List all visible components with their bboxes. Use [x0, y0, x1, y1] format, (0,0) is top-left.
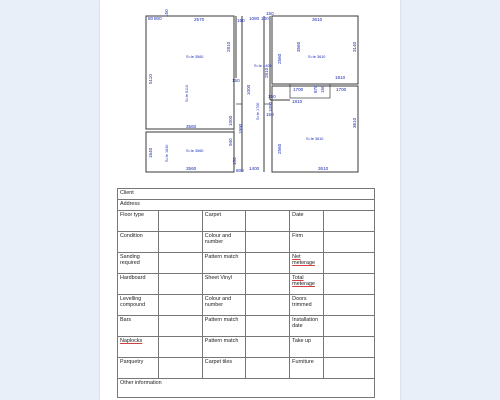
dim-label: 1400: [249, 166, 260, 171]
dim-label: 1000: [246, 84, 251, 95]
dim-label: 3610: [318, 166, 329, 171]
form-value-cell[interactable]: [323, 274, 374, 295]
form-label: Net meterage: [290, 253, 323, 274]
floor-plan-dimensions: [148, 9, 357, 173]
form-value-cell[interactable]: [159, 253, 203, 274]
form-row: [118, 337, 375, 358]
form-value-cell[interactable]: [246, 358, 290, 379]
form-label: Bars: [118, 316, 159, 337]
form-row: [118, 253, 375, 274]
dim-label: 3560: [186, 166, 197, 171]
client-label: Client: [120, 190, 134, 196]
form-label: Levelling compound: [118, 295, 159, 316]
form-row: [118, 211, 375, 232]
dim-label: 870: [313, 85, 318, 93]
form-value-cell[interactable]: [159, 295, 203, 316]
form-value-cell[interactable]: [323, 316, 374, 337]
other-information-label: Other information: [120, 380, 162, 386]
floor-plan-areas: [165, 55, 325, 162]
dim-label: 100: [261, 16, 269, 21]
form-value-cell[interactable]: [246, 232, 290, 253]
form-row: [118, 358, 375, 379]
form-label: Date: [290, 211, 323, 232]
form-value-cell[interactable]: [159, 274, 203, 295]
dim-label: 800: [236, 168, 244, 173]
form-value-cell[interactable]: [246, 211, 290, 232]
form-label: Carpet tiles: [202, 358, 246, 379]
room-area-label: S=Ie 1400: [254, 64, 272, 68]
form-label: Condition: [118, 232, 159, 253]
dim-label: 1090: [268, 101, 273, 112]
dim-label: 3560: [296, 41, 301, 52]
dim-label: 150: [266, 112, 274, 117]
form-value-cell[interactable]: [323, 211, 374, 232]
dim-label: 2810: [264, 67, 269, 78]
form-label: Take up: [290, 337, 323, 358]
dim-label: 150: [268, 94, 276, 99]
dim-label: 2570: [194, 17, 205, 22]
form-value-cell[interactable]: [159, 358, 203, 379]
dim-label: 1700: [293, 87, 304, 92]
form-label: Parquetry: [118, 358, 159, 379]
form-value-cell[interactable]: [246, 253, 290, 274]
dim-label: 3610: [352, 117, 357, 128]
form-label: Colour and number: [202, 232, 246, 253]
dim-label: 1990: [238, 123, 243, 134]
address-field[interactable]: [118, 200, 375, 211]
dim-label: 940: [228, 138, 233, 146]
dim-label: 150: [320, 85, 325, 93]
form-label: Doors trimmed: [290, 295, 323, 316]
dim-label: 2560: [277, 53, 282, 64]
form-value-cell[interactable]: [159, 337, 203, 358]
dim-label: 2560: [277, 143, 282, 154]
dim-label: 3140: [352, 41, 357, 52]
form-label: Pattern match: [202, 253, 246, 274]
dim-label: 2810: [226, 41, 231, 52]
dim-label: 5110: [148, 74, 153, 84]
client-field[interactable]: [118, 189, 375, 200]
dim-label: 1810: [335, 75, 346, 80]
form-value-cell[interactable]: [159, 316, 203, 337]
form-label: Carpet: [202, 211, 246, 232]
form-label: Naplocks: [118, 337, 159, 358]
form-label: Sheet Vinyl: [202, 274, 246, 295]
form-value-cell[interactable]: [323, 337, 374, 358]
form-row: [118, 295, 375, 316]
form-row: [118, 274, 375, 295]
room-area-label: S=Ie 3560: [186, 149, 204, 153]
dim-label: 1700: [336, 87, 347, 92]
dim-label: 150: [232, 157, 237, 165]
dim-label: 800: [154, 16, 162, 21]
dim-label: 1810: [292, 99, 303, 104]
form-value-cell[interactable]: [323, 253, 374, 274]
dim-label: 3560: [186, 124, 197, 129]
form-value-cell[interactable]: [246, 316, 290, 337]
room-area-label: S=Ie 3610: [308, 55, 326, 59]
room-area-label: S=Ie 3610: [306, 137, 324, 141]
floor-plan-walls: [146, 16, 358, 172]
form-label: Installation date: [290, 316, 323, 337]
room-area-label: S=Ie 5110: [185, 84, 189, 102]
dim-label: 1640: [148, 147, 153, 158]
form-label: Sanding required: [118, 253, 159, 274]
form-value-cell[interactable]: [246, 274, 290, 295]
form-label: Firm: [290, 232, 323, 253]
form-value-cell[interactable]: [246, 295, 290, 316]
form-value-cell[interactable]: [323, 358, 374, 379]
form-row: [118, 232, 375, 253]
form-label: Colour and number: [202, 295, 246, 316]
form-label: Hardboard: [118, 274, 159, 295]
form-label: Pattern match: [202, 316, 246, 337]
form-value-cell[interactable]: [159, 211, 203, 232]
dim-label: 150: [266, 11, 274, 16]
dim-label: 150: [237, 18, 245, 23]
other-information-field[interactable]: [118, 379, 375, 398]
form-value-cell[interactable]: [323, 232, 374, 253]
form-value-cell[interactable]: [159, 232, 203, 253]
dim-label: 150: [232, 78, 240, 83]
dim-label: 3610: [312, 17, 323, 22]
form-row: [118, 316, 375, 337]
address-label: Address: [120, 201, 140, 207]
dim-label: 150: [164, 9, 169, 17]
form-label: Total meterage: [290, 274, 323, 295]
form-label: Pattern match: [202, 337, 246, 358]
dim-label: 1080: [249, 16, 260, 21]
room-area-label: S=Ie 1700: [256, 102, 260, 120]
dim-label: 80: [148, 16, 154, 21]
floor-plan: [0, 0, 500, 190]
room-area-label: S=Ie 1640: [165, 144, 169, 162]
room-area-label: S=Ie 3560: [186, 55, 204, 59]
form-label: Furniture: [290, 358, 323, 379]
flooring-order-form: [117, 188, 375, 398]
form-label: Floor type: [118, 211, 159, 232]
form-value-cell[interactable]: [323, 295, 374, 316]
form-value-cell[interactable]: [246, 337, 290, 358]
dim-label: 1000: [228, 115, 233, 126]
